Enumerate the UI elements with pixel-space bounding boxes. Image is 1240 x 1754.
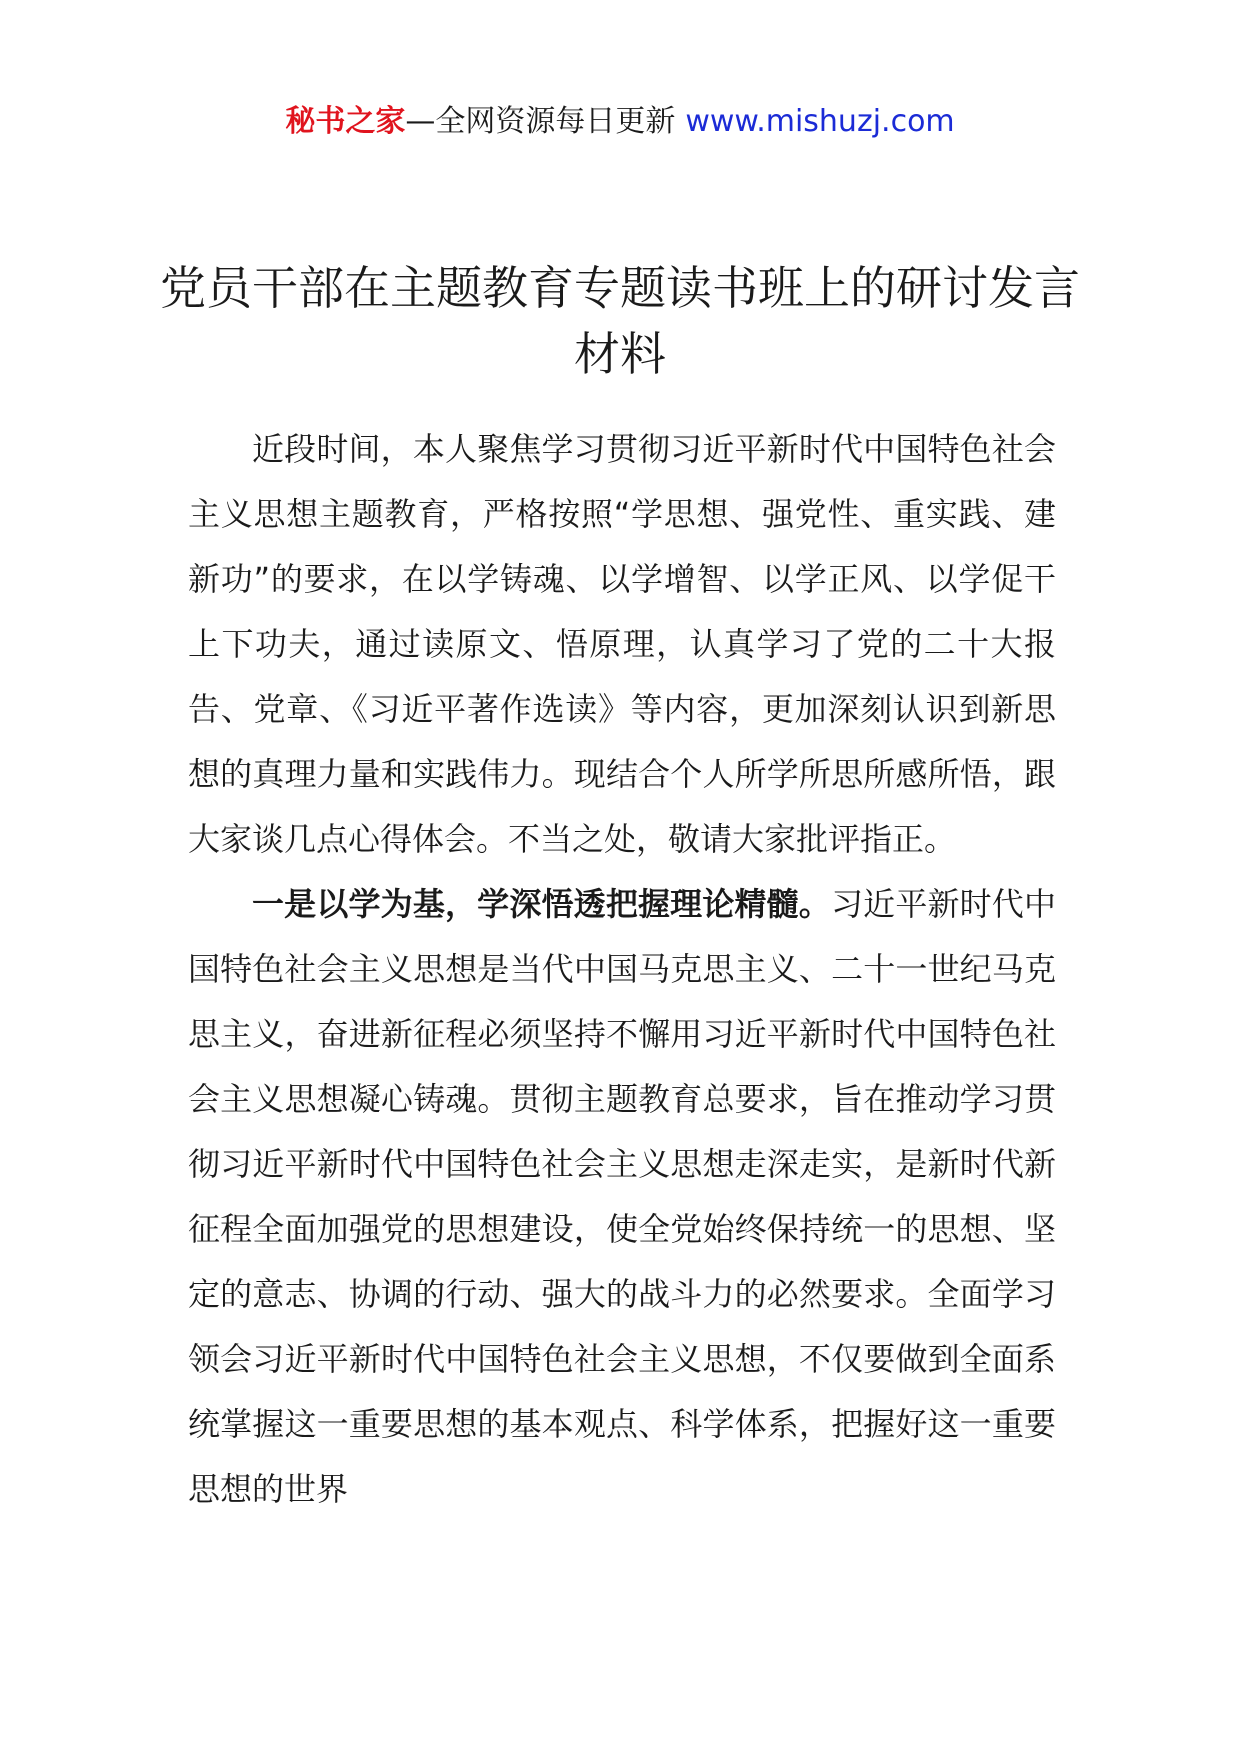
header-slogan: —全网资源每日更新 [405,104,676,139]
brand-name: 秘书之家 [285,104,406,139]
paragraph-lead: 一是以学为基，学深悟透把握理论精髓。 [252,885,831,923]
document-body [188,417,1056,1522]
site-url-link[interactable]: www.mishuzj.com [685,104,955,139]
paragraph-text: 习近平新时代中国特色社会主义思想是当代中国马克思主义、二十一世纪马克思主义，奋进新征程必须坚持不懈用习近平新时代中国特色社会主义思想凝心铸魂。贯彻主题教育总要求，旨在推动学习贯彻习近平新时代中国特色社会主义思想走深走实，是新时代新征程全面加强党的思想建设，使全党始终保持统一的思想、坚定的意志、协调的行动、强大的战斗力的必然要求。全面学习领会习近平新时代中国特色社会主义思想，不仅要做到全面系统掌握这一重要思想的基本观点、科学体系，把握好这一重要思想的世界 [188,885,1056,1508]
paragraph-intro [188,417,1056,872]
site-header [0,100,1240,144]
document-title: 党员干部在主题教育专题读书班上的研讨发言材料 [160,261,1080,381]
paragraph-point-one [188,872,1056,1522]
paragraph-text: 近段时间，本人聚焦学习贯彻习近平新时代中国特色社会主义思想主题教育，严格按照“学思想、强党性、重实践、建新功”的要求，在以学铸魂、以学增智、以学正风、以学促干上下功夫，通过读原文、悟原理，认真学习了党的二十大报告、党章、《习近平著作选读》等内容，更加深刻认识到新思想的真理力量和实践伟力。现结合个人所学所思所感所悟，跟大家谈几点心得体会。不当之处，敬请大家批评指正。 [188,430,1056,858]
